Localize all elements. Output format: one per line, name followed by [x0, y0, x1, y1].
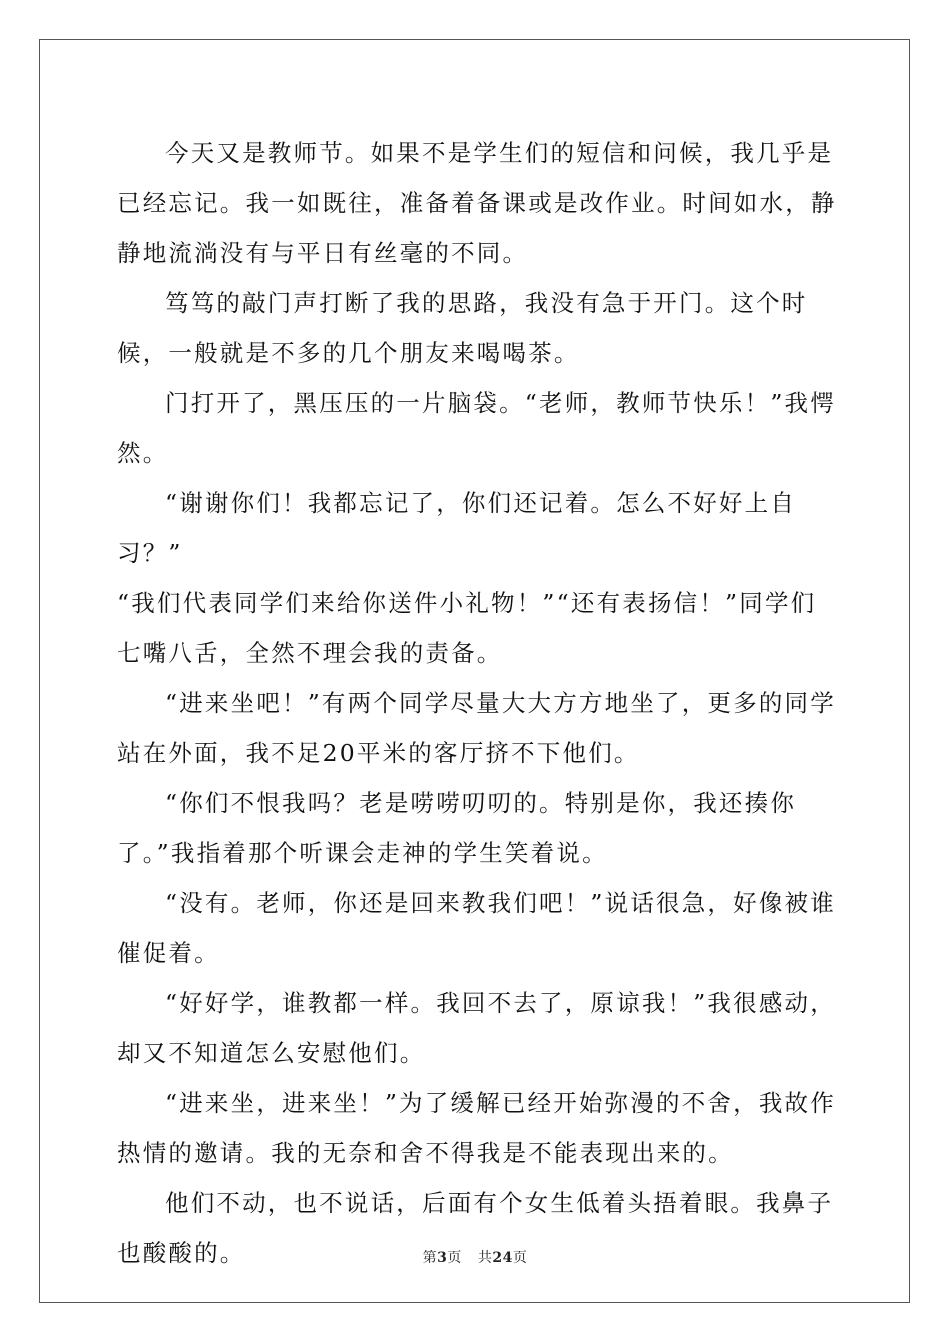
paragraph-8: “没有。老师，你还是回来教我们吧！”说话很急，好像被谁催促着。: [117, 889, 836, 967]
footer-total-prefix: 共: [477, 1250, 493, 1266]
paragraph-5: “我们代表同学们来给你送件小礼物！”“还有表扬信！”同学们七嘴八舌，全然不理会我的责备。: [117, 589, 817, 667]
footer-page-suffix: 页: [447, 1250, 462, 1266]
paragraph-3: 门打开了，黑压压的一片脑袋。“老师，教师节快乐！”我愕然。: [117, 389, 836, 467]
paragraph-9: “好好学，谁教都一样。我回不去了，原谅我！”我很感动，却又不知道怎么安慰他们。: [117, 989, 836, 1067]
page-footer: [0, 1247, 950, 1267]
paragraph-4: “谢谢你们！我都忘记了，你们还记着。怎么不好好上自习？”: [117, 489, 797, 567]
paragraph-1: 今天又是教师节。如果不是学生们的短信和问候，我几乎是已经忘记。我一如既往，准备着备课或是改作业。时间如水，静静地流淌没有与平日有丝毫的不同。: [117, 139, 837, 267]
document-body: [117, 128, 837, 1278]
current-page-number: 3: [437, 1250, 448, 1266]
paragraph-10: “进来坐，进来坐！”为了缓解已经开始弥漫的不舍，我故作热情的邀请。我的无奈和舍不得我是不能表现出来的。: [117, 1089, 836, 1167]
footer-prefix: 第: [422, 1250, 438, 1266]
paragraph-7: “你们不恨我吗？老是唠唠叨叨的。特别是你，我还揍你了。”我指着那个听课会走神的学生笑着说。: [117, 789, 797, 867]
paragraph-11: 他们不动，也不说话，后面有个女生低着头捂着眼。我鼻子也酸酸的。: [117, 1189, 834, 1267]
total-page-count: 24: [492, 1250, 513, 1266]
paragraph-6: “进来坐吧！”有两个同学尽量大大方方地坐了，更多的同学站在外面，我不足20平米的客厅挤不下他们。: [117, 689, 836, 767]
footer-total-suffix: 页: [512, 1250, 528, 1266]
paragraph-2: 笃笃的敲门声打断了我的思路，我没有急于开门。这个时候，一般就是不多的几个朋友来喝喝茶。: [117, 289, 808, 367]
